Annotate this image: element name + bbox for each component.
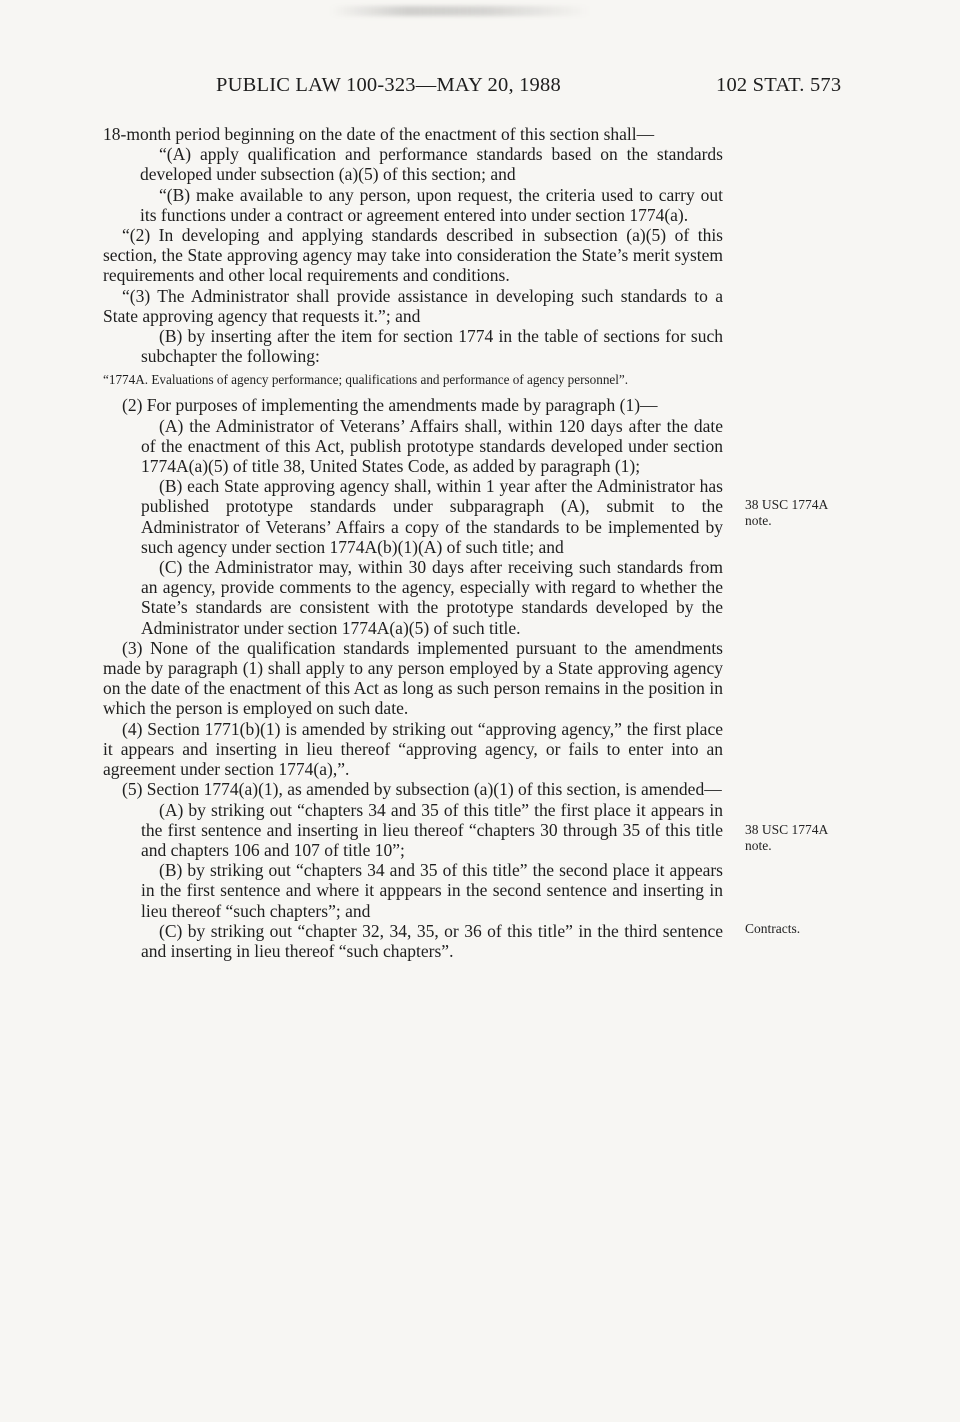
paragraph: “(B) make available to any person, upon request, the criteria used to carry out its functions under a contract or agreement entered into under section 1774(a). bbox=[140, 184, 723, 225]
margin-note: Contracts. bbox=[745, 921, 801, 936]
margin-note: 38 USC 1774A note. bbox=[745, 822, 828, 853]
paragraph: (C) the Administrator may, within 30 days after receiving such standards from an agency, provide comments to the agency, especially with regard to whether the State’s standards are consistent with the prototype standards developed by the Administrator under section 1774A(a)(5) of such title. bbox=[141, 557, 723, 638]
body-text bbox=[103, 124, 723, 961]
paragraph: “(3) The Administrator shall provide assistance in developing such standards to a State approving agency that requests it.”; and bbox=[103, 285, 723, 326]
paragraph: (A) the Administrator of Veterans’ Affairs shall, within 120 days after the date of the enactment of this Act, publish prototype standards developed under section 1774A(a)(5) of title 38, United States Code, as added by paragraph (1); bbox=[141, 415, 723, 477]
table-of-sections-item: “1774A. Evaluations of agency performance; qualifications and performance of agency personnel”. bbox=[103, 372, 629, 388]
paragraph: (B) each State approving agency shall, within 1 year after the Administrator has published prototype standards under subparagraph (A), submit to the Administrator of Veterans’ Affairs a copy of the standards to be implemented by such agency under section 1774A(b)(1)(A) of such title; and bbox=[141, 476, 723, 557]
paragraph: “(2) In developing and applying standards described in subsection (a)(5) of this section, the State approving agency may take into consideration the State’s merit system requirements and other local requirements and conditions. bbox=[103, 225, 723, 286]
page-header bbox=[0, 74, 960, 104]
paragraph: 18-month period beginning on the date of the enactment of this section shall— bbox=[103, 124, 655, 144]
paragraph: (A) by striking out “chapters 34 and 35 of this title” the first place it appears in the first sentence and inserting in lieu thereof “chapters 30 through 35 of this title and chapters 106 and 107 of title 10”; bbox=[141, 799, 723, 860]
paragraph: (3) None of the qualification standards implemented pursuant to the amendments made by paragraph (1) shall apply to any person employed by a State approving agency on the date of the enactment of this Act as long as such person remains in the position in which the person is employed on such date. bbox=[103, 637, 723, 719]
paragraph: (B) by inserting after the item for section 1774 in the table of sections for such subchapter the following: bbox=[141, 326, 723, 367]
paragraph: “(A) apply qualification and performance standards based on the standards developed under subsection (a)(5) of this section; and bbox=[140, 144, 723, 185]
header-title: PUBLIC LAW 100-323—MAY 20, 1988 bbox=[216, 74, 561, 96]
scan-artifact bbox=[330, 6, 590, 16]
paragraph: (2) For purposes of implementing the amendments made by paragraph (1)— bbox=[122, 395, 658, 416]
header-stat-page: 102 STAT. 573 bbox=[716, 74, 842, 96]
paragraph: (4) Section 1771(b)(1) is amended by striking out “approving agency,” the first place it appears and inserting in lieu thereof “approving agency, or fails to enter into an agreement under section 1774(a),”. bbox=[103, 718, 723, 780]
paragraph: (5) Section 1774(a)(1), as amended by subsection (a)(1) of this section, is amended— bbox=[122, 779, 722, 800]
paragraph: (B) by striking out “chapters 34 and 35 of this title” the second place it appears in the first sentence and where it apppears in the second sentence and inserting in lieu thereof “such chapters”; and bbox=[141, 860, 723, 921]
paragraph: (C) by striking out “chapter 32, 34, 35, or 36 of this title” in the third sentence and inserting in lieu thereof “such chapters”. bbox=[141, 920, 723, 961]
margin-note: 38 USC 1774A note. bbox=[745, 497, 828, 528]
